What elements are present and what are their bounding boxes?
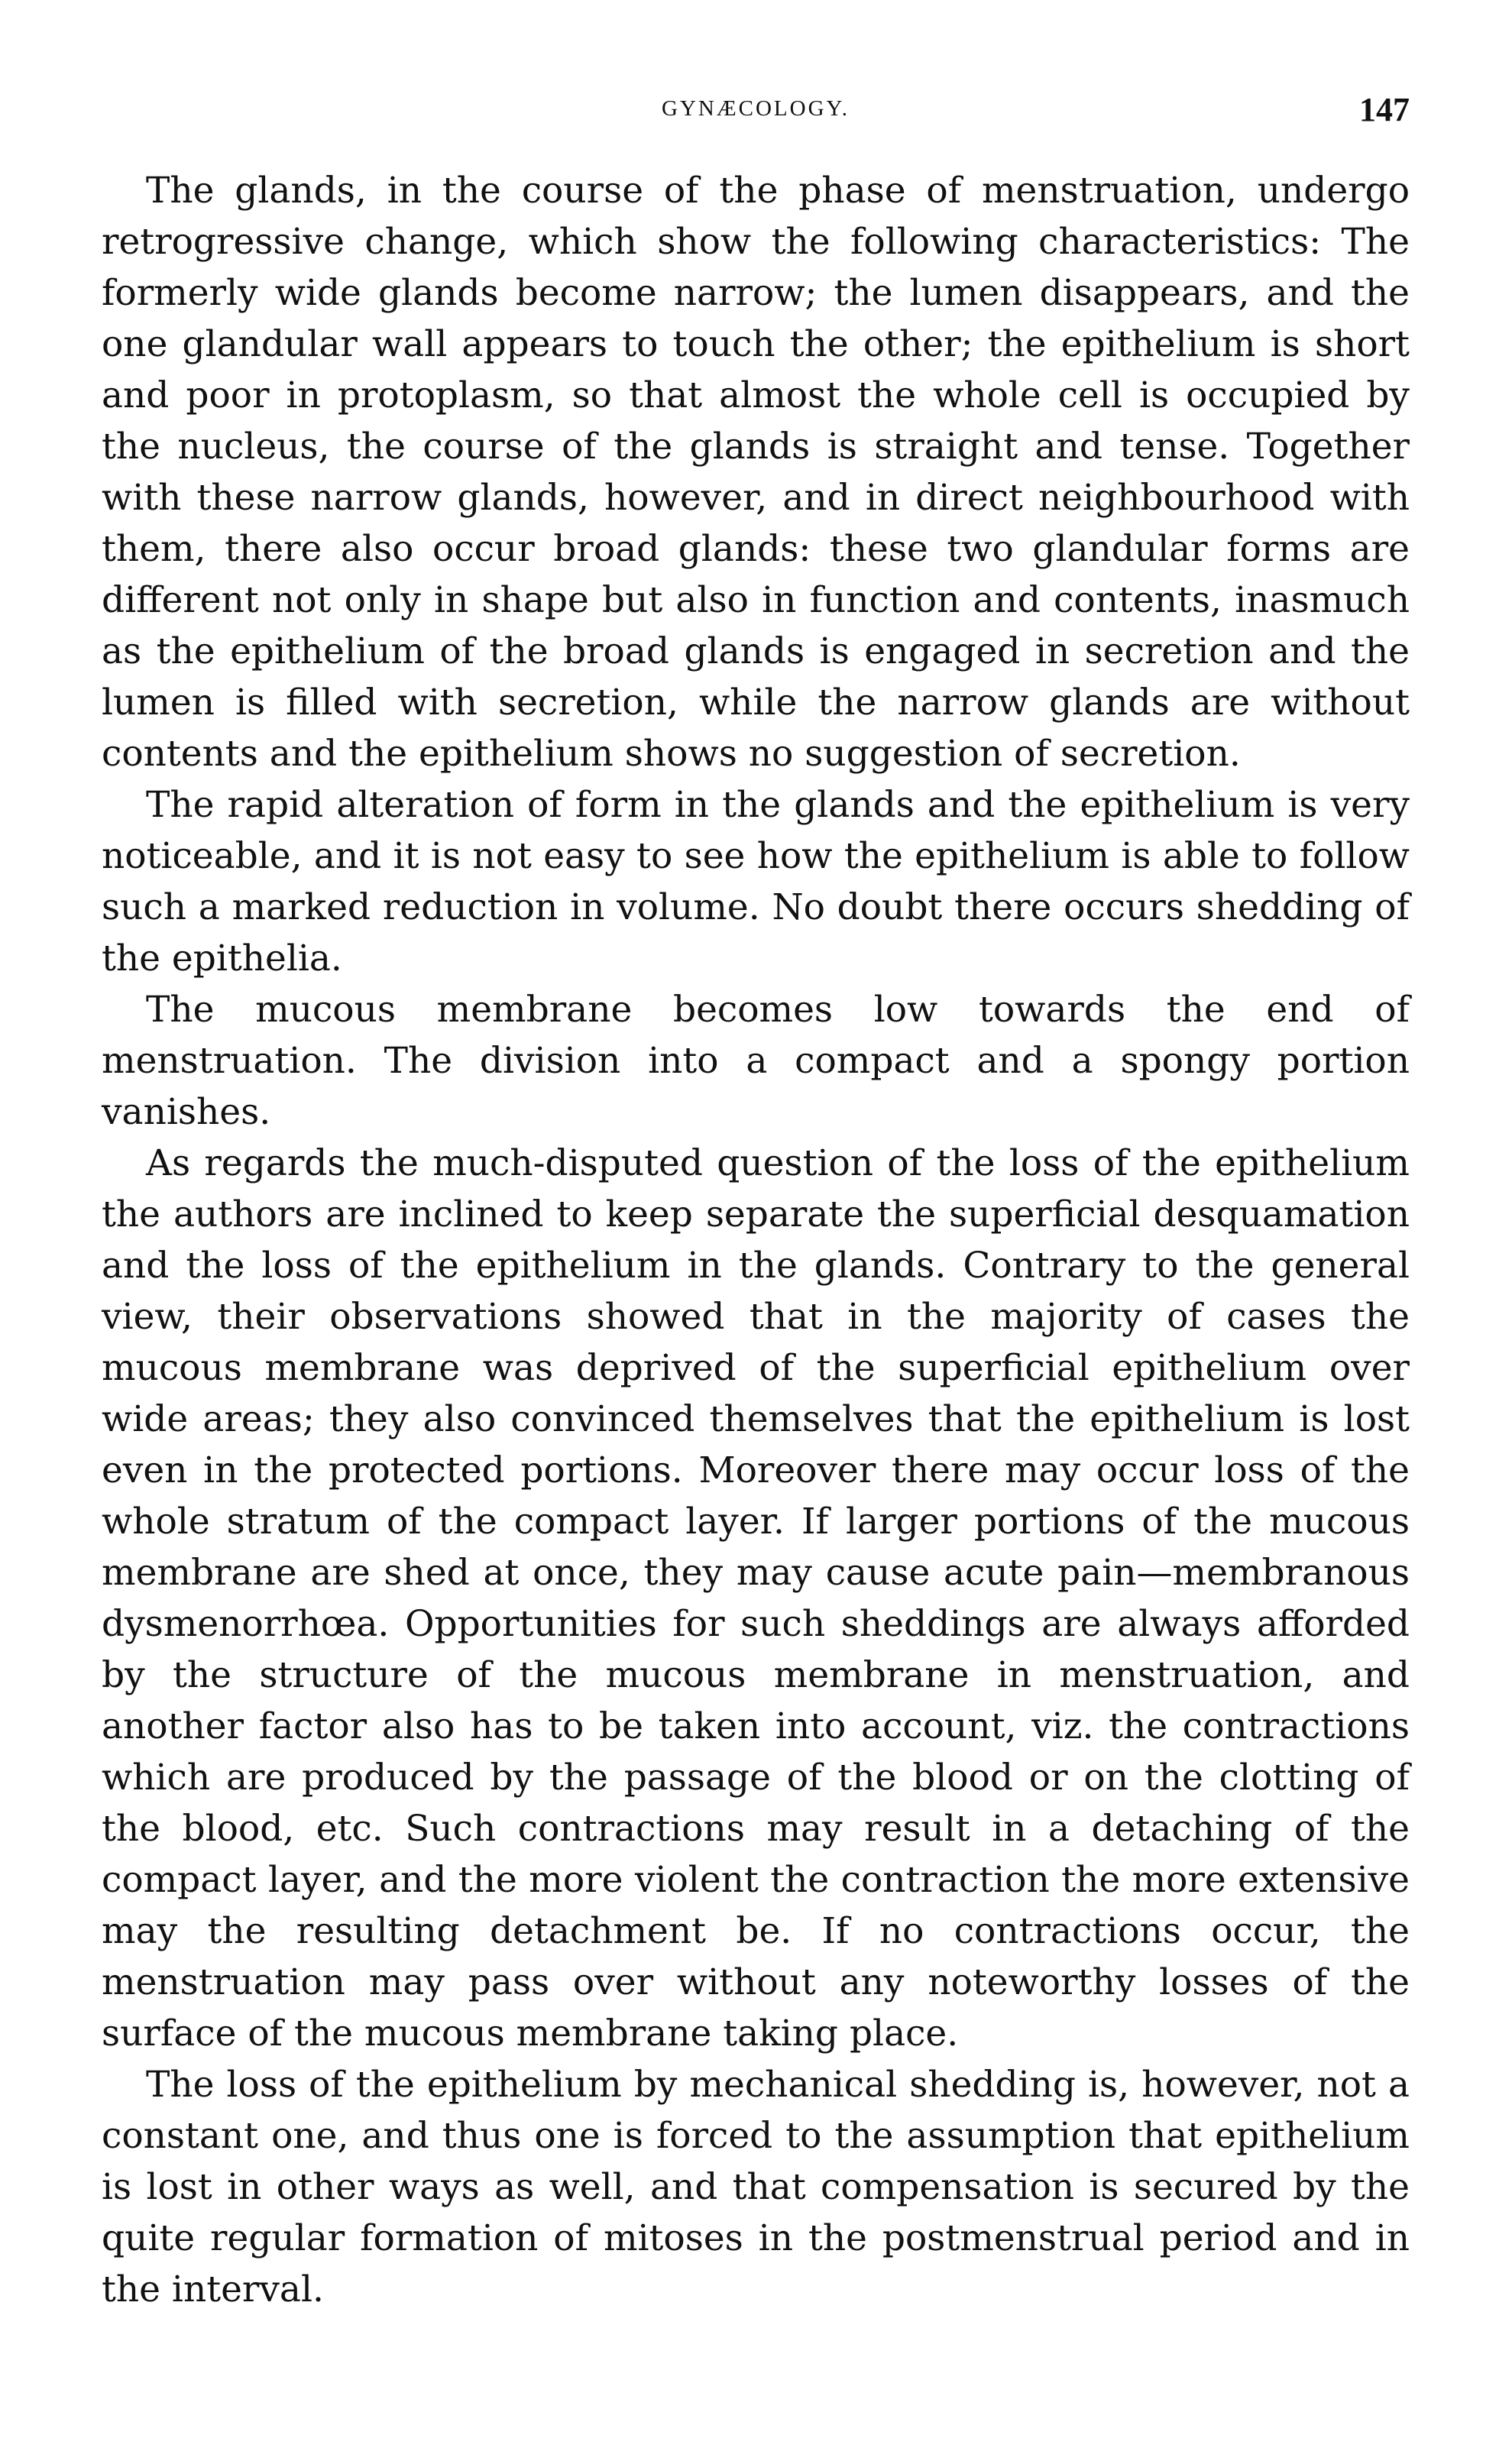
- paragraph-glands-retrogressive: The glands, in the course of the phase of menstruation, undergo retrogressive change, which show the following characteristics: The formerly wide glands become narrow; the lumen disappears, and the one glandular wall appears to touch the other; the epithelium is short and poor in protoplasm, so that almost the whole cell is occupied by the nucleus, the course of the glands is straight and tense. Together with these narrow glands, however, and in direct neighbourhood with them, there also occur broad glands: these two glandular forms are different not only in shape but also in function and contents, inasmuch as the epithelium of the broad glands is engaged in secretion and the lumen is filled with secretion, while the narrow glands are without contents and the epithelium shows no suggestion of secretion.: [102, 170, 1410, 775]
- page-number: 147: [1359, 91, 1410, 128]
- paragraph-rapid-alteration: The rapid alteration of form in the glands and the epithelium is very noticeable, and it is not easy to see how the epithelium is able to follow such a marked reduction in volume. No doubt there occurs shedding of the epithelia.: [102, 784, 1410, 980]
- running-title: GYNÆCOLOGY.: [662, 96, 850, 121]
- body-text: [102, 165, 1410, 2315]
- paragraph-loss-of-epithelium: As regards the much-disputed question of the loss of the epithelium the authors are inclined to keep separate the superficial desquamation and the loss of the epithelium in the glands. Contrary to the general view, their observations showed that in the majority of cases the mucous membrane was deprived of the superficial epithelium over wide areas; they also convinced themselves that the epithelium is lost even in the protected portions. Moreover there may occur loss of the whole stratum of the compact layer. If larger portions of the mucous membrane are shed at once, they may cause acute pain—membranous dysmenorrhœa. Opportunities for such sheddings are always afforded by the structure of the mucous membrane in menstruation, and another factor also has to be taken into account, viz. the contractions which are produced by the passage of the blood or on the clotting of the blood, etc. Such contractions may result in a detaching of the compact layer, and the more violent the contraction the more extensive may the resulting detachment be. If no contractions occur, the menstruation may pass over without any noteworthy losses of the surface of the mucous membrane taking place.: [102, 1142, 1410, 2055]
- running-head: [102, 90, 1410, 136]
- paragraph-mucous-membrane-low: The mucous membrane becomes low towards the end of menstruation. The division into a compact and a spongy portion vanishes.: [102, 989, 1410, 1133]
- paragraph-mechanical-shedding: The loss of the epithelium by mechanical shedding is, however, not a constant one, and thus one is forced to the assumption that epithelium is lost in other ways as well, and that compensation is secured by the quite regular formation of mitoses in the postmenstrual period and in the interval.: [102, 2064, 1410, 2310]
